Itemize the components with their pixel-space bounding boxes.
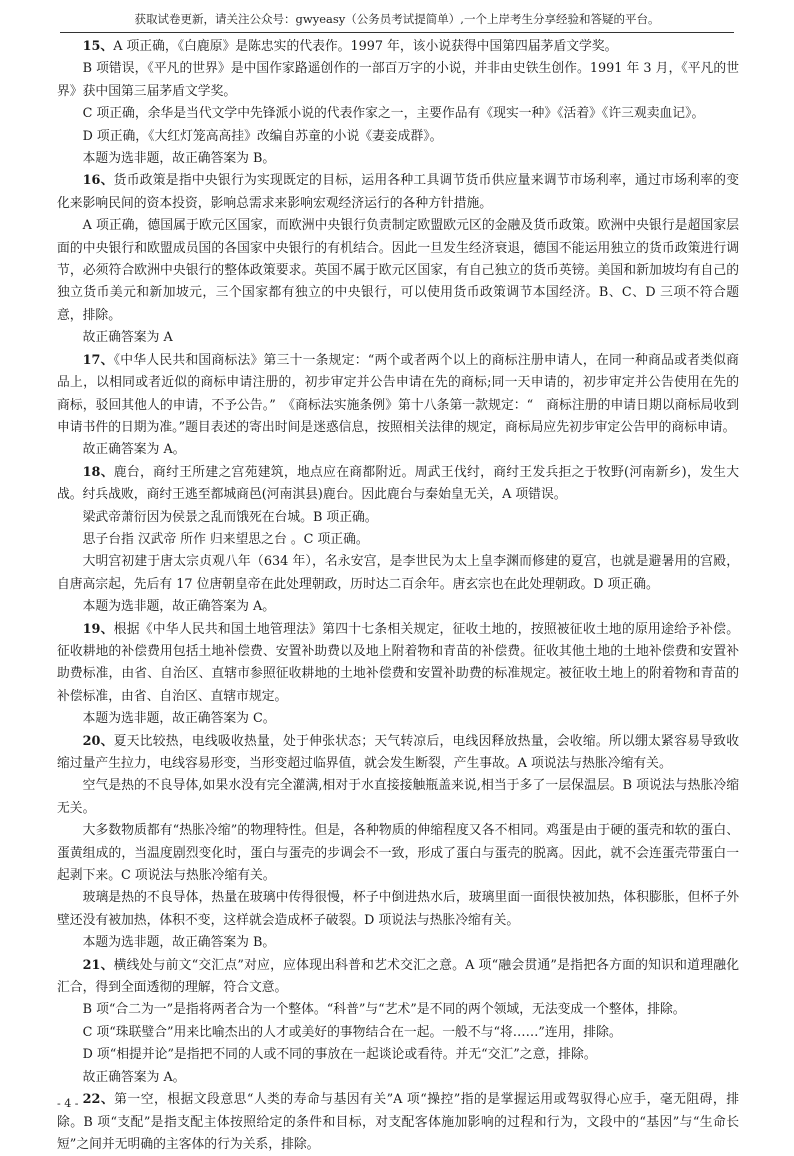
paragraph-text: C 项正确，余华是当代文学中先锋派小说的代表作家之一，主要作品有《现实一种》《活着》《许三观卖血记》。 bbox=[82, 106, 705, 122]
answer-paragraph bbox=[57, 1089, 739, 1156]
paragraph-text: C 项“珠联璧合”用来比喻杰出的人才或美好的事物结合在一起。一般不与“将……”连用，排除。 bbox=[82, 1024, 622, 1040]
paragraph-text: 故正确答案为 A。 bbox=[82, 1069, 186, 1085]
answer-paragraph bbox=[57, 1067, 739, 1089]
paragraph-text: D 项正确，《大红灯笼高高挂》改编自苏童的小说《妻妾成群》。 bbox=[82, 128, 443, 144]
question-number: 20、 bbox=[82, 733, 114, 749]
paragraph-text: A 项正确，《白鹿原》是陈忠实的代表作。1997 年，该小说获得中国第四届茅盾文学奖。 bbox=[113, 39, 618, 54]
question-number: 19、 bbox=[82, 621, 114, 637]
answer-paragraph bbox=[57, 529, 739, 551]
answer-paragraph bbox=[57, 170, 739, 215]
paragraph-text: 空气是热的不良导体,如果水没有完全灌满,相对于水直接接触瓶盖来说,相当于多了一层保温层。B 项说法与热胀冷缩无关。 bbox=[57, 778, 739, 816]
question-number: 21、 bbox=[82, 957, 114, 973]
answer-paragraph bbox=[57, 820, 739, 887]
answer-paragraph bbox=[57, 596, 739, 618]
question-number: 17、 bbox=[82, 352, 114, 368]
answer-paragraph bbox=[57, 775, 739, 820]
answer-paragraph bbox=[57, 103, 739, 125]
paragraph-text: 夏天比较热，电线吸收热量，处于伸张状态；天气转凉后，电线因释放热量，会收缩。所以绷太紧容易导致收缩过量产生拉力，电线容易形变，当形变超过临界值，就会发生断裂，产生事故。A 项说法与热胀冷缩有关。 bbox=[57, 733, 739, 771]
answer-paragraph bbox=[57, 1022, 739, 1044]
paragraph-text: 横线处与前文“交汇点”对应，应体现出科普和艺术交汇之意。A 项“融会贯通”是指把各方面的知识和道理融化汇合，得到全面透彻的理解，符合文意。 bbox=[57, 957, 739, 996]
answer-paragraph bbox=[57, 507, 739, 529]
answer-paragraph bbox=[57, 439, 739, 461]
answer-paragraph bbox=[57, 36, 739, 58]
answer-paragraph bbox=[57, 551, 739, 596]
paragraph-text: B 项“合二为一”是指将两者合为一个整体。“科普”与“艺术”是不同的两个领域，无法变成一个整体，排除。 bbox=[82, 1002, 686, 1018]
paragraph-text: 《中华人民共和国商标法》第三十一条规定：“两个或者两个以上的商标注册申请人，在同一种商品或者类似商品上，以相同或者近似的商标申请注册的，初步审定并公告申请在先的商标;同一天申请的，初步审定并公告使用在先的商标，驳回其他人的申请，不予公告。” 《商标法实施条例》第十八条第一款规定：“ 商标注册的申请日期以商标局收到申请书件的日期为准。”题目表述的寄出时间是迷惑信息，按照相关法律的规定，商标局应先初步审定公告甲的商标申请。 bbox=[57, 352, 739, 435]
paragraph-text: 根据《中华人民共和国土地管理法》第四十七条相关规定，征收土地的，按照被征收土地的原用途给予补偿。征收耕地的补偿费用包括土地补偿费、安置补助费以及地上附着物和青苗的补偿费。征收其他土地的土地补偿费和安置补助费标准，由省、自治区、直辖市参照征收耕地的土地补偿费和安置补助费的标准规定。被征收土地上的附着物和青苗的补偿标准，由省、自治区、直辖市规定。 bbox=[57, 621, 739, 704]
paragraph-text: 货币政策是指中央银行为实现既定的目标，运用各种工具调节货币供应量来调节市场利率，通过市场利率的变化来影响民间的资本投资，影响总需求来影响宏观经济运行的各种方针措施。 bbox=[57, 173, 739, 211]
header-notice: 获取试卷更新，请关注公众号：gwyeasy（公务员考试提简单）,一个上岸考生分享经验和答疑的平台。 bbox=[134, 12, 660, 26]
answer-paragraph bbox=[57, 327, 739, 349]
answer-paragraph bbox=[57, 731, 739, 776]
answer-paragraph bbox=[57, 462, 739, 507]
answer-paragraph bbox=[57, 999, 739, 1021]
question-number: 16、 bbox=[82, 173, 114, 189]
page-header bbox=[60, 6, 734, 33]
answer-paragraph bbox=[57, 350, 739, 440]
question-number: 15、 bbox=[82, 39, 114, 54]
answer-paragraph bbox=[57, 1044, 739, 1066]
paragraph-text: 思子台指 汉武帝 所作 归来望思之台 。C 项正确。 bbox=[82, 531, 369, 547]
paragraph-text: B 项错误，《平凡的世界》是中国作家路遥创作的一部百万字的小说，并非由史铁生创作。1991 年 3 月，《平凡的世界》获中国第三届茅盾文学奖。 bbox=[57, 61, 739, 99]
paragraph-text: 故正确答案为 A bbox=[82, 330, 173, 346]
paragraph-text: 大多数物质都有“热胀冷缩”的物理特性。但是，各种物质的伸缩程度又各不相同。鸡蛋是由于硬的蛋壳和软的蛋白、蛋黄组成的，当温度剧烈变化时，蛋白与蛋壳的步调会不一致，形成了蛋白与蛋壳的脱离。因此，就不会连蛋壳带蛋白一起剥下来。C 项说法与热胀冷缩有关。 bbox=[57, 823, 739, 884]
paragraph-text: 大明宫初建于唐太宗贞观八年（634 年），名永安宫，是李世民为太上皇李渊而修建的夏宫，也就是避暑用的宫殿，自唐高宗起，先后有 17 位唐朝皇帝在此处理朝政，历时达二百余年。唐玄宗也在此处理朝政。D 项正确。 bbox=[57, 554, 739, 592]
answer-paragraph bbox=[57, 215, 739, 327]
paragraph-text: 本题为选非题，故正确答案为 B。 bbox=[82, 935, 276, 951]
answer-paragraph bbox=[57, 708, 739, 730]
answer-paragraph bbox=[57, 619, 739, 709]
answer-paragraph bbox=[57, 58, 739, 103]
question-number: 18、 bbox=[82, 464, 114, 480]
answer-paragraph bbox=[57, 148, 739, 170]
paragraph-text: 故正确答案为 A。 bbox=[82, 442, 186, 458]
answer-paragraph bbox=[57, 955, 739, 1000]
paragraph-text: 玻璃是热的不良导体，热量在玻璃中传得很慢，杯子中倒进热水后，玻璃里面一面很快被加热，体积膨胀，但杯子外壁还没有被加热，体积不变，这样就会造成杯子破裂。D 项说法与热胀冷缩有关。 bbox=[57, 890, 739, 928]
answer-paragraph bbox=[57, 932, 739, 954]
paragraph-text: 第一空，根据文段意思“人类的寿命与基因有关”A 项“操控”指的是掌握运用或驾驭得心应手，毫无阻碍，排除。B 项“支配”是指支配主体按照给定的条件和目标，对支配客体施加影响的过程和行为，文段中的“基因”与“生命长短”之间并无明确的主客体的行为关系，排除。 bbox=[57, 1092, 739, 1152]
paragraph-text: 本题为选非题，故正确答案为 B。 bbox=[82, 151, 276, 167]
paragraph-text: 本题为选非题，故正确答案为 A。 bbox=[82, 599, 276, 615]
answer-paragraph bbox=[57, 887, 739, 932]
paragraph-text: 鹿台，商纣王所建之宫苑建筑，地点应在商都附近。周武王伐纣，商纣王发兵拒之于牧野(河南新乡)，发生大战。纣兵战败，商纣王逃至都城商邑(河南淇县)鹿台。因此鹿台与秦始皇无关，A 项错误。 bbox=[57, 464, 739, 503]
paragraph-text: D 项“相提并论”是指把不同的人或不同的事放在一起谈论或看待。并无“交汇”之意，排除。 bbox=[82, 1047, 597, 1063]
paragraph-text: 本题为选非题，故正确答案为 C。 bbox=[82, 711, 276, 727]
paragraph-text: 梁武帝萧衍因为侯景之乱而饿死在台城。B 项正确。 bbox=[82, 509, 378, 525]
question-number: 22、 bbox=[82, 1092, 115, 1108]
page-number: - 4 - bbox=[57, 1097, 79, 1110]
answer-paragraph bbox=[57, 126, 739, 148]
paragraph-text: A 项正确，德国属于欧元区国家，而欧洲中央银行负责制定欧盟欧元区的金融及货币政策。欧洲中央银行是超国家层面的中央银行和欧盟成员国的各国家中央银行的有机结合。因此一旦发生经济衰退，德国不能运用独立的货币政策进行调节，必须符合欧洲中央银行的整体政策要求。英国不属于欧元区国家，有自己独立的货币英镑。美国和新加坡均有自己的独立货币美元和新加坡元，三个国家都有独立的中央银行，可以使用货币政策调节本国经济。B、C、D 三项不符合题意，排除。 bbox=[57, 218, 739, 323]
document-body bbox=[57, 36, 739, 1152]
